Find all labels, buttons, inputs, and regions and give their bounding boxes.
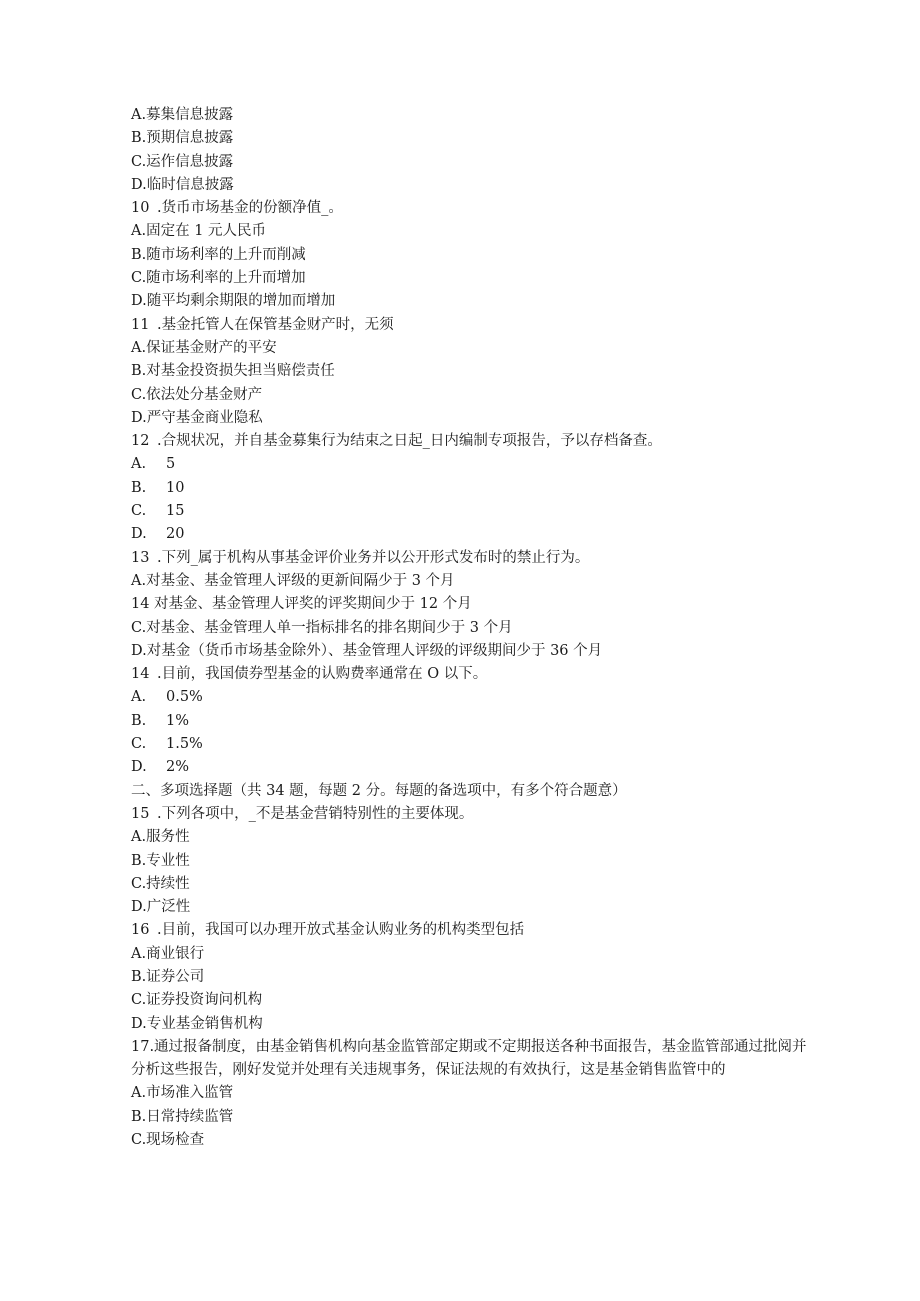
question-text: .下列_属于机构从事基金评价业务并以公开形式发布时的禁止行为。 xyxy=(157,549,590,566)
question-text: .目前，我国债券型基金的认购费率通常在 O 以下。 xyxy=(157,666,488,683)
option-row xyxy=(131,710,811,733)
option-value: 1.5% xyxy=(166,736,203,753)
option-line: B.预期信息披露 xyxy=(131,130,234,147)
question-number: 11 xyxy=(131,316,150,333)
option-line: B.对基金投资损失担当赔偿责任 xyxy=(131,363,335,380)
option-line: A.服务性 xyxy=(131,829,190,846)
option-label: B. xyxy=(131,479,147,496)
option-line: D.对基金（货币市场基金除外）、基金管理人评级的评级期间少于 36 个月 xyxy=(131,642,603,659)
option-value: 2% xyxy=(166,759,190,776)
option-line: C.现场检查 xyxy=(131,1132,205,1149)
option-line: C.对基金、基金管理人单一指标排名的排名期间少于 3 个月 xyxy=(131,619,513,636)
option-label: A. xyxy=(131,456,147,473)
option-line: 14 对基金、基金管理人评奖的评奖期间少于 12 个月 xyxy=(131,596,472,613)
option-value: 0.5% xyxy=(166,689,203,706)
option-value: 10 xyxy=(166,479,185,496)
option-line: D.随平均剩余期限的增加而增加 xyxy=(131,293,336,310)
question-number: 10 xyxy=(131,200,150,217)
option-label: C. xyxy=(131,503,147,520)
question-text: .目前，我国可以办理开放式基金认购业务的机构类型包括 xyxy=(157,922,525,939)
option-line: D.广泛性 xyxy=(131,899,191,916)
question-14 xyxy=(131,663,811,686)
document-page xyxy=(131,104,811,1152)
option-label: D. xyxy=(131,526,147,543)
option-row xyxy=(131,453,811,476)
section-heading: 二、多项选择题（共 34 题，每题 2 分。每题的备选项中，有多个符合题意） xyxy=(131,782,627,799)
option-line: D.专业基金销售机构 xyxy=(131,1015,263,1032)
question-number: 15 xyxy=(131,805,150,822)
question-number: 13 xyxy=(131,549,150,566)
option-line: C.运作信息披露 xyxy=(131,153,234,170)
option-label: A. xyxy=(131,689,147,706)
option-value: 5 xyxy=(166,456,176,473)
question-number: 12 xyxy=(131,433,150,450)
option-line: B.随市场利率的上升而削减 xyxy=(131,246,306,263)
question-12 xyxy=(131,430,811,453)
option-line: D.临时信息披露 xyxy=(131,176,234,193)
question-number: 14 xyxy=(131,666,150,683)
question-13 xyxy=(131,547,811,570)
option-line: A.对基金、基金管理人评级的更新间隔少于 3 个月 xyxy=(131,572,455,589)
option-row xyxy=(131,756,811,779)
question-text: .基金托管人在保管基金财产时，无须 xyxy=(157,316,394,333)
option-line: A.保证基金财产的平安 xyxy=(131,339,277,356)
option-value: 1% xyxy=(166,712,190,729)
question-10 xyxy=(131,197,811,220)
question-number: 16 xyxy=(131,922,150,939)
option-value: 15 xyxy=(166,503,185,520)
option-row xyxy=(131,686,811,709)
question-text: .合规状况，并自基金募集行为结束之日起_日内编制专项报告，予以存档备查。 xyxy=(157,433,662,450)
option-line: A.募集信息披露 xyxy=(131,107,234,123)
option-line: C.证券投资询问机构 xyxy=(131,992,263,1009)
option-line: B.日常持续监管 xyxy=(131,1108,234,1125)
option-row xyxy=(131,500,811,523)
option-line: C.随市场利率的上升而增加 xyxy=(131,270,306,287)
option-row xyxy=(131,733,811,756)
option-line: D.严守基金商业隐私 xyxy=(131,409,263,426)
question-text: .下列各项中，_不是基金营销特别性的主要体现。 xyxy=(157,805,474,822)
option-line: C.持续性 xyxy=(131,875,190,892)
option-line: B.专业性 xyxy=(131,852,190,869)
question-11 xyxy=(131,314,811,337)
option-line: A.市场准入监管 xyxy=(131,1085,234,1102)
option-line: B.证券公司 xyxy=(131,968,205,985)
question-17-text: 17.通过报备制度，由基金销售机构向基金监管部定期或不定期报送各种书面报告，基金监管部通过批阅并分析这些报告，刚好发觉并处理有关违规事务，保证法规的有效执行，这是基金销售监管中的 xyxy=(131,1038,807,1079)
option-label: B. xyxy=(131,712,147,729)
question-16 xyxy=(131,919,811,942)
question-15 xyxy=(131,803,811,826)
option-line: C.依法处分基金财产 xyxy=(131,386,263,403)
question-text: .货币市场基金的份额净值_。 xyxy=(157,200,343,217)
option-label: D. xyxy=(131,759,147,776)
option-line: A.固定在 1 元人民币 xyxy=(131,223,267,240)
option-label: C. xyxy=(131,736,147,753)
option-value: 20 xyxy=(166,526,185,543)
option-row xyxy=(131,523,811,546)
option-line: A.商业银行 xyxy=(131,945,205,962)
option-row xyxy=(131,477,811,500)
